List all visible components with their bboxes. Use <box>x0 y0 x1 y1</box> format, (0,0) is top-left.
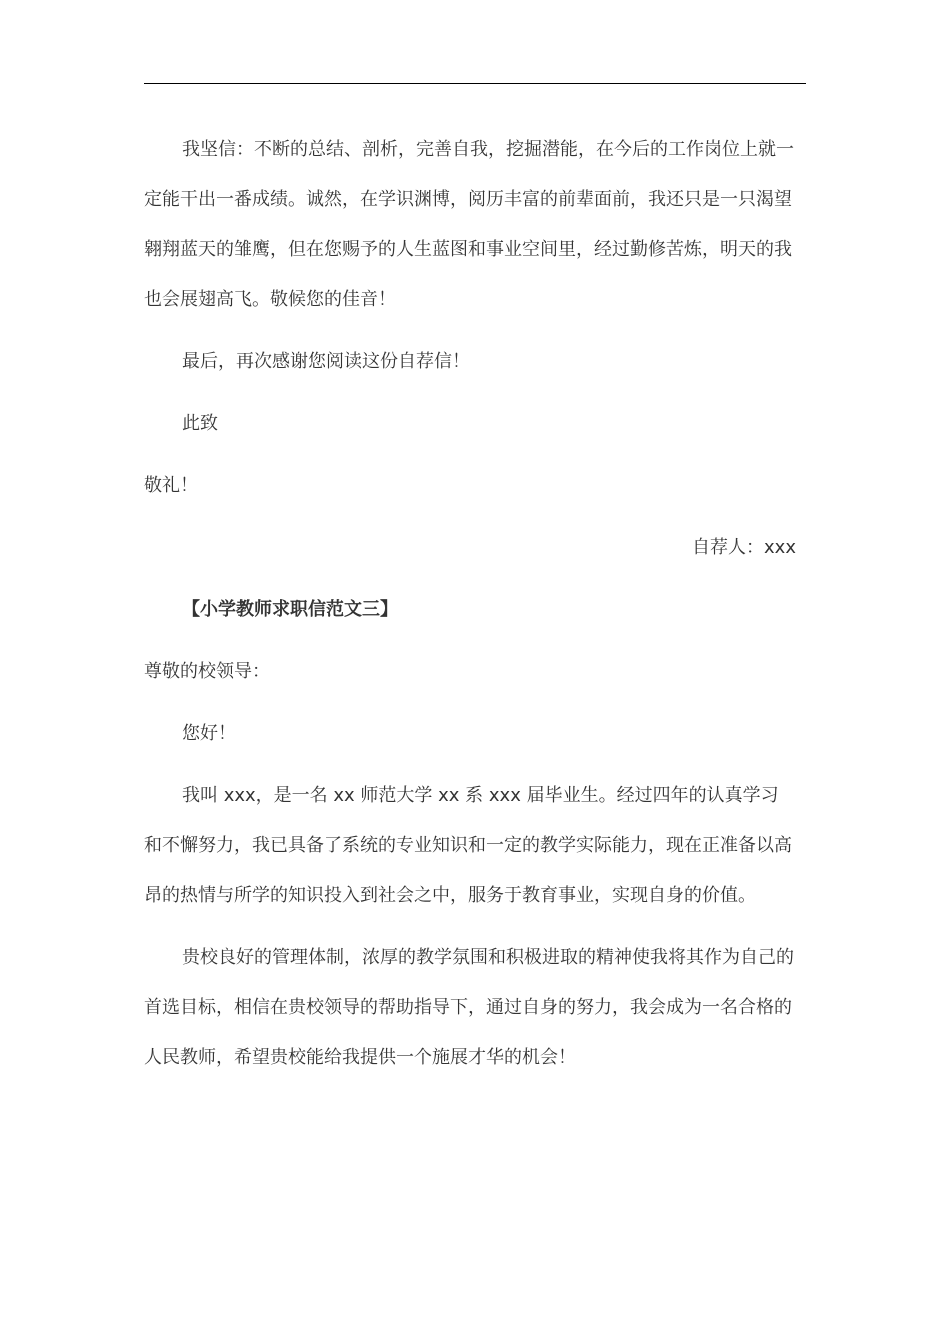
document-body <box>144 125 796 1095</box>
salutation-cizhi: 此致 <box>182 413 218 434</box>
greeting-recipient: 尊敬的校领导： <box>144 661 270 682</box>
paragraph-school-choice: 贵校良好的管理体制，浓厚的教学氛围和积极进取的精神使我将其作为自己的首选目标，相信在贵校领导的帮助指导下，通过自身的努力，我会成为一名合格的人民教师，希望贵校能给我提供一个施展才华的机会！ <box>144 947 794 1068</box>
salutation-jingli: 敬礼！ <box>144 475 198 496</box>
paragraph-closing-statement: 我坚信：不断的总结、剖析，完善自我，挖掘潜能，在今后的工作岗位上就一定能干出一番成绩。诚然，在学识渊博，阅历丰富的前辈面前，我还只是一只渴望翱翔蓝天的雏鹰，但在您赐予的人生蓝图和事业空间里，经过勤修苦炼，明天的我也会展翅高飞。敬候您的佳音！ <box>144 139 794 310</box>
greeting-hello: 您好！ <box>182 723 236 744</box>
section-heading: 【小学教师求职信范文三】 <box>182 599 398 620</box>
paragraph-thanks: 最后，再次感谢您阅读这份自荐信！ <box>182 351 470 372</box>
header-rule <box>144 83 806 84</box>
signature-line: 自荐人：xxx <box>692 537 796 558</box>
paragraph-introduction: 我叫 xxx，是一名 xx 师范大学 xx 系 xxx 届毕业生。经过四年的认真学习和不懈努力，我已具备了系统的专业知识和一定的教学实际能力，现在正准备以高昂的热情与所学的知识投入到社会之中，服务于教育事业，实现自身的价值。 <box>144 785 792 906</box>
